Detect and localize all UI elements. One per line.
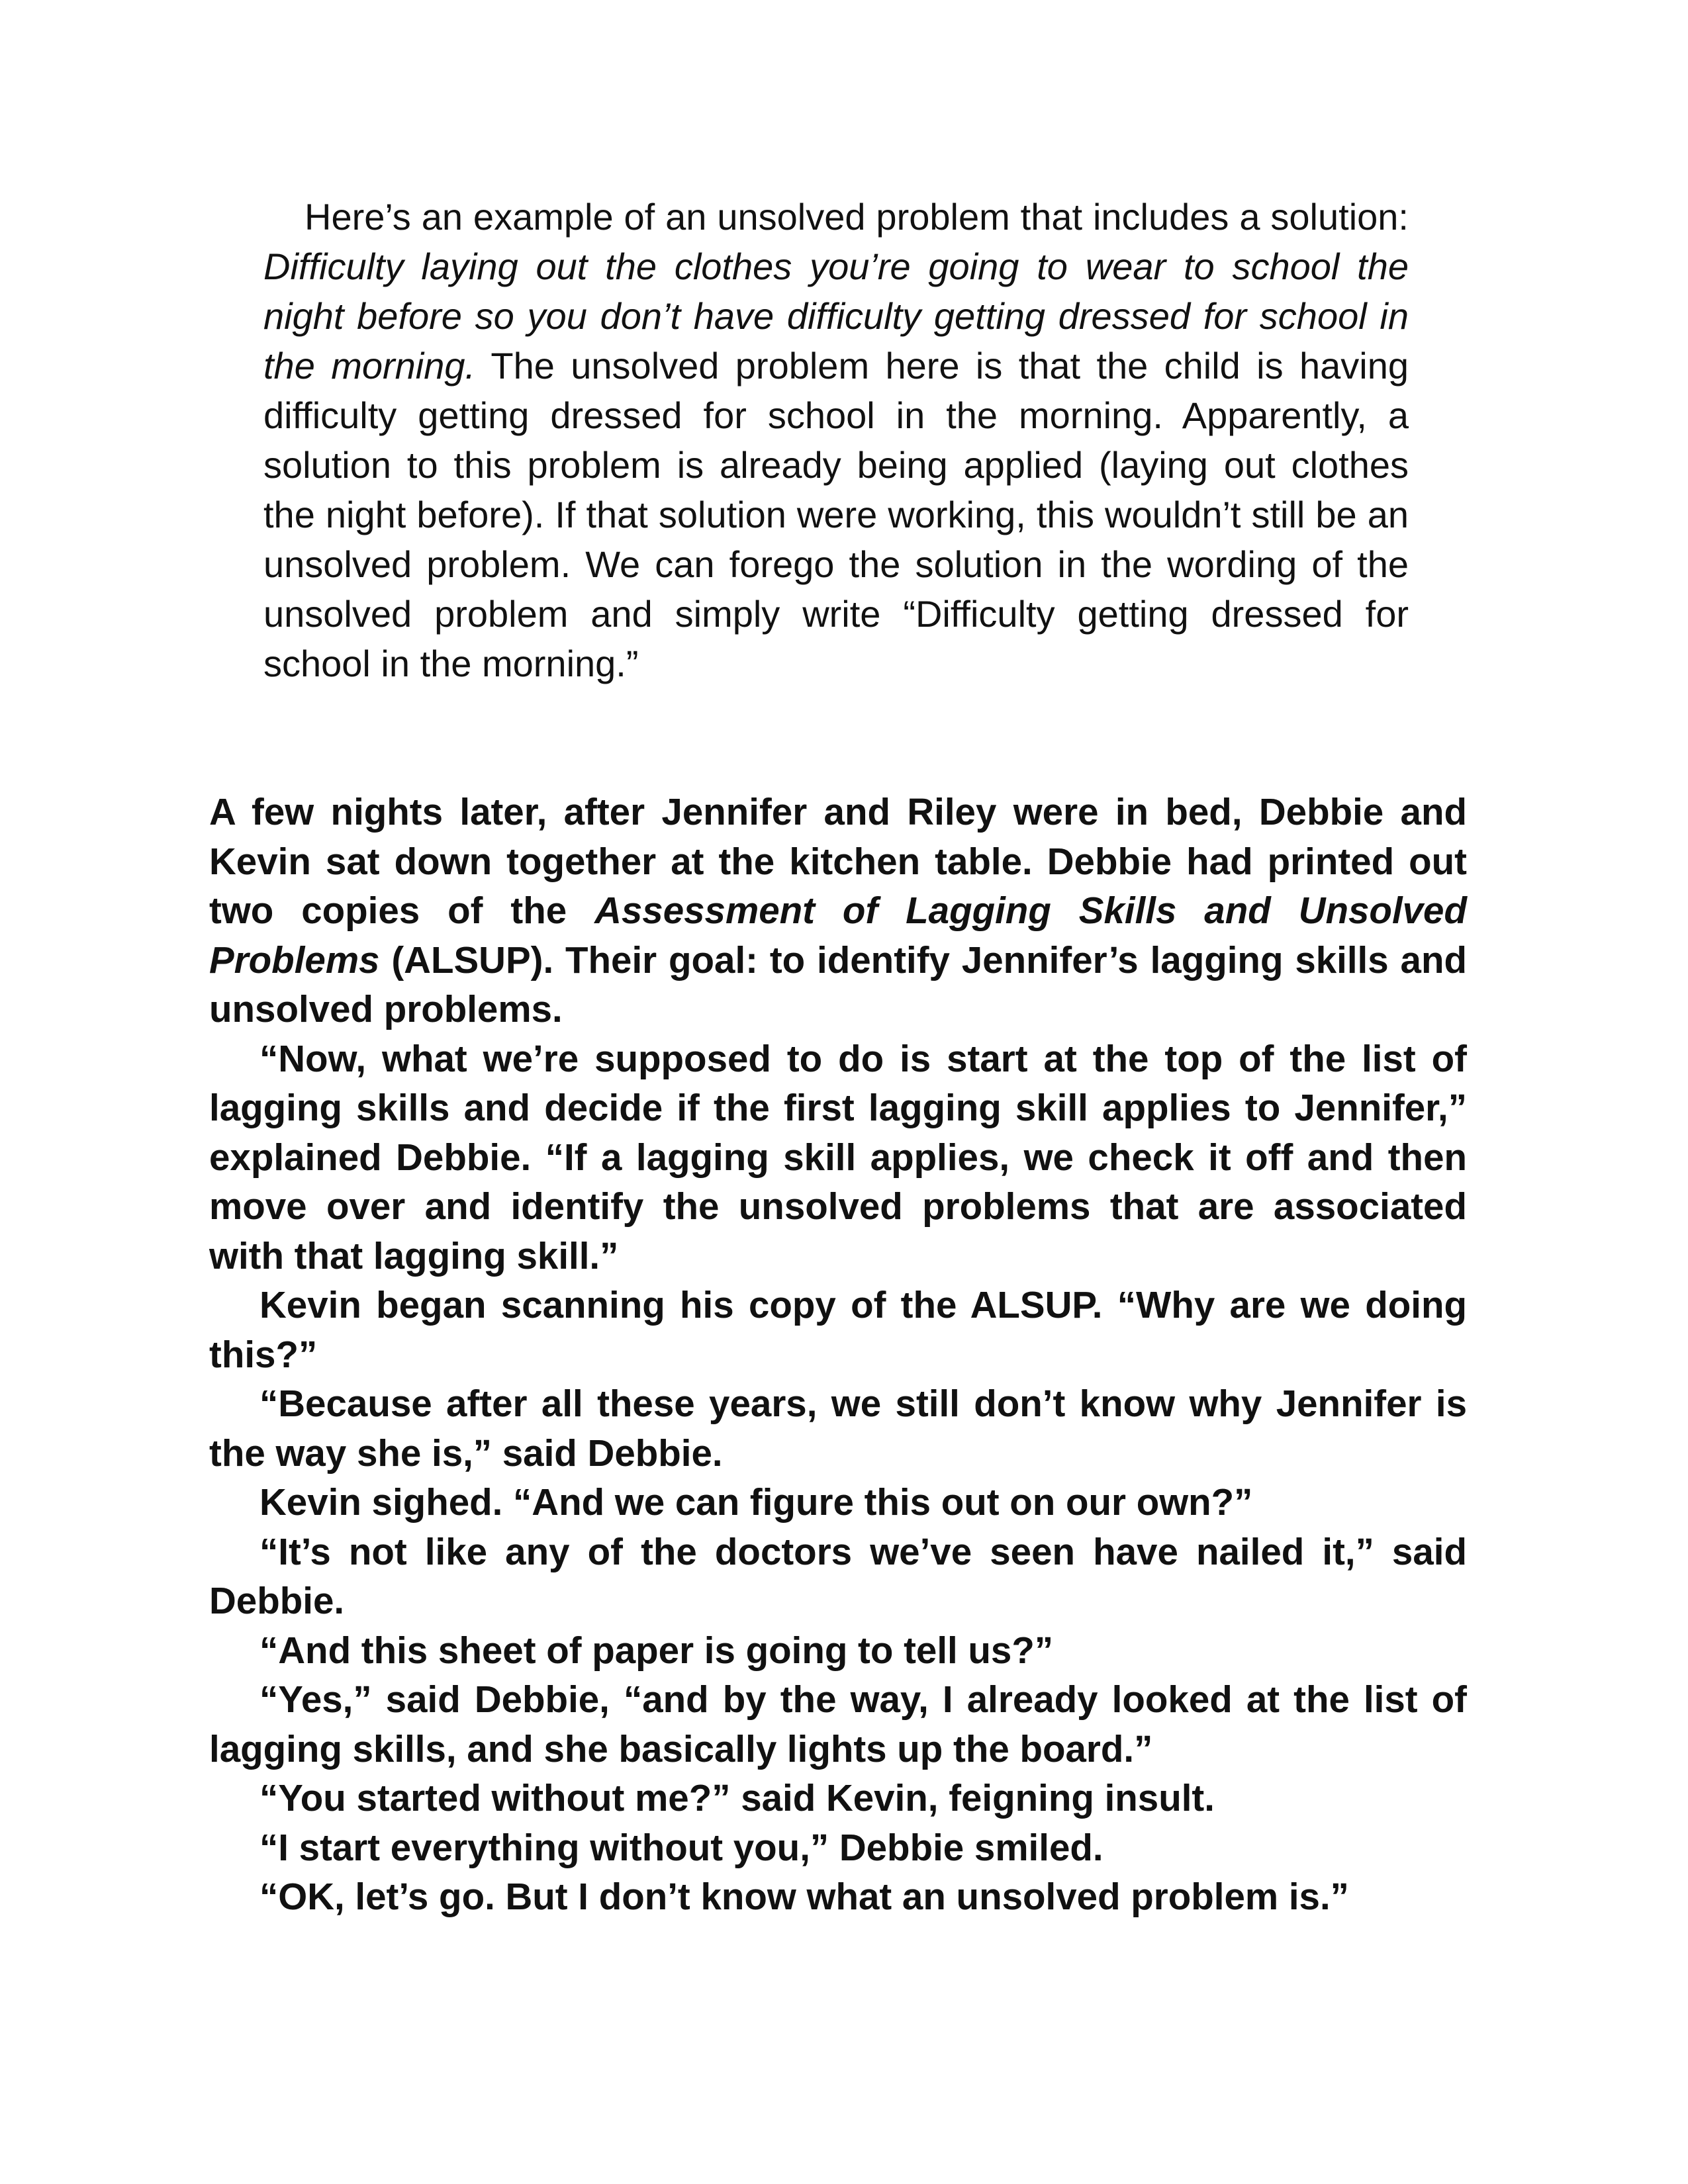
story-paragraph-9: “You started without me?” said Kevin, feigning insult. <box>259 1777 1215 1819</box>
unsolved-problem-example-note <box>263 192 1409 688</box>
note-rest: The unsolved problem here is that the child is having difficulty getting dressed for school in the morning. Apparently, a solution to this problem is already being applied (laying out clothes the night before). If that solution were working, this wouldn’t still be an unsolved problem. We can forego the solution in the wording of the unsolved problem and simply write “Difficulty getting dressed for school in the morning.” <box>263 345 1409 684</box>
story-paragraph-11: “OK, let’s go. But I don’t know what an unsolved problem is.” <box>259 1876 1349 1917</box>
story-p1-before: A few nights later, after Jennifer and Riley were in bed, Debbie and Kevin sat down together at the kitchen table. Debbie had printed out two copies of the <box>209 791 1467 931</box>
story-paragraph-7: “And this sheet of paper is going to tell us?” <box>259 1629 1054 1671</box>
story-paragraph-4: “Because after all these years, we still don’t know why Jennifer is the way she is,” said Debbie. <box>209 1383 1467 1474</box>
story-p1-after: (ALSUP). Their goal: to identify Jennifer’s lagging skills and unsolved problems. <box>209 938 1467 1030</box>
story-paragraph-8: “Yes,” said Debbie, “and by the way, I already looked at the list of lagging skills, and she basically lights up the board.” <box>209 1678 1467 1770</box>
story-paragraph-3: Kevin began scanning his copy of the ALSUP. “Why are we doing this?” <box>209 1284 1467 1375</box>
note-example-italic: Difficulty laying out the clothes you’re going to wear to school the night before so you don’t have difficulty getting dressed for school in the morning. <box>263 246 1409 387</box>
story-paragraph-2: “Now, what we’re supposed to do is start at the top of the list of lagging skills and decide if the first lagging skill applies to Jennifer,” explained Debbie. “If a lagging skill applies, we check it off and then move over and identify the unsolved problems that are associated with that lagging skill.” <box>209 1037 1467 1277</box>
story-paragraph-6: “It’s not like any of the doctors we’ve seen have nailed it,” said Debbie. <box>209 1530 1467 1621</box>
note-intro: Here’s an example of an unsolved problem that includes a solution: <box>305 196 1409 238</box>
story-paragraph-10: “I start everything without you,” Debbie smiled. <box>259 1826 1103 1868</box>
story-paragraph-1 <box>209 788 1467 1034</box>
story-text <box>209 788 1467 1922</box>
story-paragraph-5: Kevin sighed. “And we can figure this out on our own?” <box>259 1481 1253 1523</box>
story-p1-title: Assessment of Lagging Skills and Unsolved Problems <box>209 889 1467 981</box>
